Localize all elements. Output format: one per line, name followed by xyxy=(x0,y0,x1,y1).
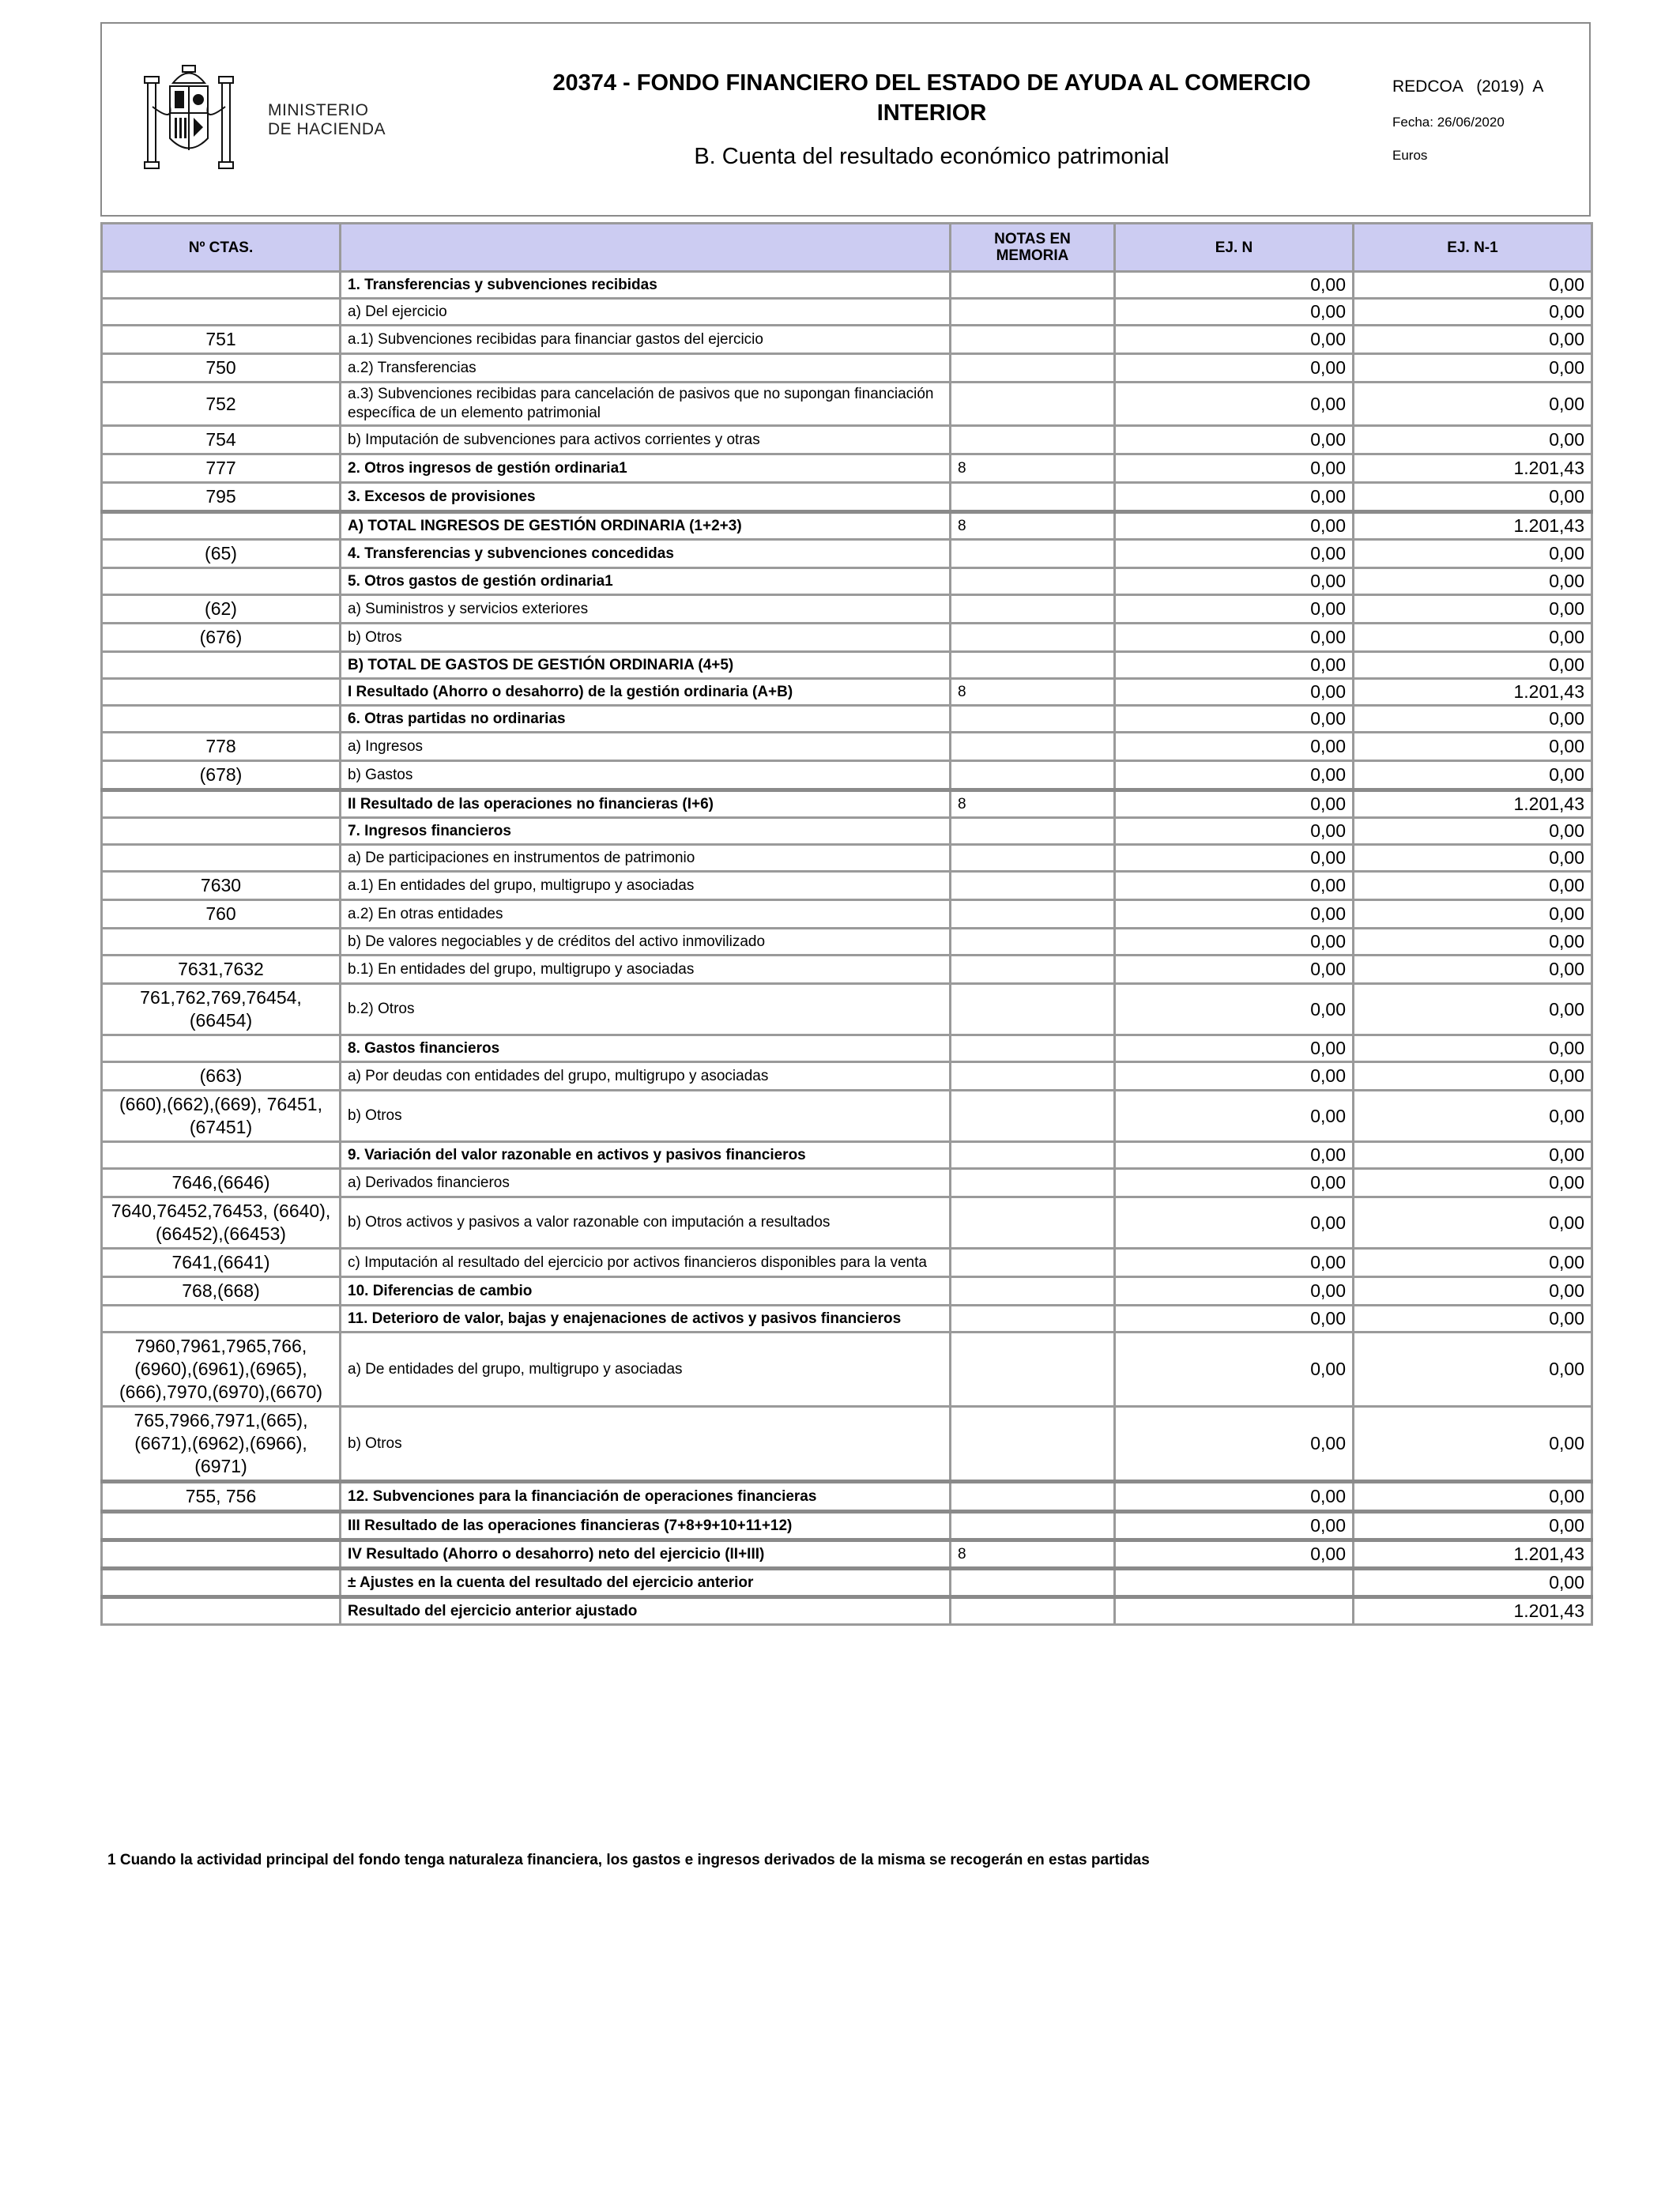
year-n-cell: 0,00 xyxy=(1115,383,1354,426)
account-cell: 761,762,769,76454, (66454) xyxy=(102,984,341,1035)
notes-cell: 8 xyxy=(951,1540,1115,1569)
year-n-cell: 0,00 xyxy=(1115,326,1354,354)
notes-cell xyxy=(951,383,1115,426)
title-line-2: INTERIOR xyxy=(876,100,987,126)
year-n-1-cell: 0,00 xyxy=(1354,1062,1592,1091)
year-n-1-cell: 1.201,43 xyxy=(1354,679,1592,706)
year-n-cell: 0,00 xyxy=(1115,1482,1354,1512)
table-row xyxy=(102,872,1592,900)
year-n-cell: 0,00 xyxy=(1115,1091,1354,1142)
account-cell xyxy=(102,1540,341,1569)
table-row xyxy=(102,1062,1592,1091)
table-row xyxy=(102,1169,1592,1197)
table-row xyxy=(102,568,1592,595)
year-n-cell: 0,00 xyxy=(1115,733,1354,761)
year-n-cell: 0,00 xyxy=(1115,568,1354,595)
year-n-cell: 0,00 xyxy=(1115,929,1354,956)
account-cell: 795 xyxy=(102,483,341,512)
description-cell: 9. Variación del valor razonable en activos y pasivos financieros xyxy=(341,1142,951,1169)
year-n-cell xyxy=(1115,1597,1354,1625)
description-cell: 11. Deterioro de valor, bajas y enajenaciones de activos y pasivos financieros xyxy=(341,1306,951,1333)
column-header-description xyxy=(341,224,951,272)
year-n-1-cell: 0,00 xyxy=(1354,540,1592,568)
year-n-cell xyxy=(1115,1569,1354,1597)
year-n-cell: 0,00 xyxy=(1115,1197,1354,1249)
table-row xyxy=(102,845,1592,872)
coat-of-arms-logo xyxy=(141,59,236,178)
table-row xyxy=(102,1197,1592,1249)
year-n-1-cell: 0,00 xyxy=(1354,299,1592,326)
account-cell xyxy=(102,818,341,845)
year-n-cell: 0,00 xyxy=(1115,1407,1354,1482)
year-n-1-cell: 0,00 xyxy=(1354,1277,1592,1306)
notes-cell xyxy=(951,984,1115,1035)
column-header-year-n-1: EJ. N-1 xyxy=(1354,224,1592,272)
column-header-accounts: Nº CTAS. xyxy=(102,224,341,272)
year-n-1-cell: 0,00 xyxy=(1354,652,1592,679)
notes-cell xyxy=(951,1035,1115,1062)
table-row xyxy=(102,900,1592,929)
notes-cell xyxy=(951,1482,1115,1512)
year-n-cell: 0,00 xyxy=(1115,1333,1354,1407)
table-row xyxy=(102,483,1592,512)
description-cell: 1. Transferencias y subvenciones recibidas xyxy=(341,272,951,299)
table-row xyxy=(102,1540,1592,1569)
year-n-1-cell: 0,00 xyxy=(1354,1197,1592,1249)
year-n-cell: 0,00 xyxy=(1115,706,1354,733)
table-row xyxy=(102,326,1592,354)
account-cell: 7640,76452,76453, (6640),(66452),(66453) xyxy=(102,1197,341,1249)
description-cell: a) Por deudas con entidades del grupo, multigrupo y asociadas xyxy=(341,1062,951,1091)
year-n-cell: 0,00 xyxy=(1115,1540,1354,1569)
year-n-1-cell: 0,00 xyxy=(1354,1306,1592,1333)
account-cell: (663) xyxy=(102,1062,341,1091)
table-row xyxy=(102,929,1592,956)
notes-cell xyxy=(951,845,1115,872)
year-n-cell: 0,00 xyxy=(1115,652,1354,679)
account-cell: 7631,7632 xyxy=(102,956,341,984)
table-row xyxy=(102,595,1592,624)
notes-cell xyxy=(951,761,1115,790)
account-cell xyxy=(102,272,341,299)
description-cell: c) Imputación al resultado del ejercicio por activos financieros disponibles para la venta xyxy=(341,1249,951,1277)
description-cell: a) Ingresos xyxy=(341,733,951,761)
description-cell: b.2) Otros xyxy=(341,984,951,1035)
account-cell: 777 xyxy=(102,454,341,483)
account-cell: 750 xyxy=(102,354,341,383)
description-cell: I Resultado (Ahorro o desahorro) de la gestión ordinaria (A+B) xyxy=(341,679,951,706)
year-n-cell: 0,00 xyxy=(1115,483,1354,512)
year-n-1-cell: 0,00 xyxy=(1354,354,1592,383)
description-cell: b) De valores negociables y de créditos del activo inmovilizado xyxy=(341,929,951,956)
notes-cell xyxy=(951,1306,1115,1333)
report-date: Fecha: 26/06/2020 xyxy=(1392,115,1505,130)
year-n-1-cell: 1.201,43 xyxy=(1354,1597,1592,1625)
year-n-1-cell: 0,00 xyxy=(1354,733,1592,761)
year-n-1-cell: 1.201,43 xyxy=(1354,512,1592,540)
account-cell xyxy=(102,568,341,595)
notes-cell xyxy=(951,1197,1115,1249)
notes-cell xyxy=(951,1249,1115,1277)
ministry-line-1: MINISTERIO xyxy=(268,101,369,119)
notes-cell xyxy=(951,706,1115,733)
ministry-line-2: DE HACIENDA xyxy=(268,120,386,138)
description-cell: b) Otros xyxy=(341,1091,951,1142)
description-cell: 4. Transferencias y subvenciones concedidas xyxy=(341,540,951,568)
year-n-1-cell: 0,00 xyxy=(1354,1569,1592,1597)
table-row xyxy=(102,1597,1592,1625)
notes-cell: 8 xyxy=(951,790,1115,818)
table-row xyxy=(102,383,1592,426)
account-cell: 752 xyxy=(102,383,341,426)
table-row xyxy=(102,1306,1592,1333)
year-n-cell: 0,00 xyxy=(1115,1142,1354,1169)
description-cell: a) Del ejercicio xyxy=(341,299,951,326)
notes-cell: 8 xyxy=(951,454,1115,483)
account-cell xyxy=(102,1142,341,1169)
description-cell: ± Ajustes en la cuenta del resultado del ejercicio anterior xyxy=(341,1569,951,1597)
income-statement-table xyxy=(100,222,1593,1626)
year-n-cell: 0,00 xyxy=(1115,1512,1354,1540)
notes-cell xyxy=(951,1142,1115,1169)
description-cell: B) TOTAL DE GASTOS DE GESTIÓN ORDINARIA (4+5) xyxy=(341,652,951,679)
account-cell xyxy=(102,299,341,326)
description-cell: b) Gastos xyxy=(341,761,951,790)
year-n-cell: 0,00 xyxy=(1115,984,1354,1035)
description-cell: b) Otros activos y pasivos a valor razonable con imputación a resultados xyxy=(341,1197,951,1249)
year-n-cell: 0,00 xyxy=(1115,1169,1354,1197)
year-n-1-cell: 1.201,43 xyxy=(1354,1540,1592,1569)
table-row xyxy=(102,761,1592,790)
table-row xyxy=(102,512,1592,540)
account-cell: (660),(662),(669), 76451,(67451) xyxy=(102,1091,341,1142)
notes-cell xyxy=(951,733,1115,761)
year-n-1-cell: 0,00 xyxy=(1354,1333,1592,1407)
description-cell: a.1) En entidades del grupo, multigrupo y asociadas xyxy=(341,872,951,900)
notes-cell xyxy=(951,1091,1115,1142)
notes-cell xyxy=(951,299,1115,326)
document-header xyxy=(100,22,1591,217)
description-cell: 3. Excesos de provisiones xyxy=(341,483,951,512)
year-n-cell: 0,00 xyxy=(1115,761,1354,790)
year-n-1-cell: 0,00 xyxy=(1354,568,1592,595)
year-n-1-cell: 0,00 xyxy=(1354,1482,1592,1512)
description-cell: III Resultado de las operaciones financieras (7+8+9+10+11+12) xyxy=(341,1512,951,1540)
description-cell: 7. Ingresos financieros xyxy=(341,818,951,845)
notes-cell xyxy=(951,326,1115,354)
notes-cell xyxy=(951,900,1115,929)
description-cell: 10. Diferencias de cambio xyxy=(341,1277,951,1306)
table-row xyxy=(102,1035,1592,1062)
year-n-cell: 0,00 xyxy=(1115,818,1354,845)
table-row xyxy=(102,956,1592,984)
description-cell: A) TOTAL INGRESOS DE GESTIÓN ORDINARIA (1+2+3) xyxy=(341,512,951,540)
year-n-1-cell: 0,00 xyxy=(1354,272,1592,299)
title-line-1: 20374 - FONDO FINANCIERO DEL ESTADO DE AYUDA AL COMERCIO xyxy=(552,70,1311,96)
year-n-1-cell: 0,00 xyxy=(1354,383,1592,426)
column-header-notes: NOTAS EN MEMORIA xyxy=(951,224,1115,272)
table-row xyxy=(102,1569,1592,1597)
account-cell xyxy=(102,652,341,679)
year-n-cell: 0,00 xyxy=(1115,624,1354,652)
description-cell: 5. Otros gastos de gestión ordinaria1 xyxy=(341,568,951,595)
page-subtitle: B. Cuenta del resultado económico patrimonial xyxy=(694,144,1170,169)
year-n-1-cell: 0,00 xyxy=(1354,818,1592,845)
description-cell: 6. Otras partidas no ordinarias xyxy=(341,706,951,733)
ministry-name xyxy=(268,101,386,139)
description-cell: b) Otros xyxy=(341,624,951,652)
year-n-1-cell: 0,00 xyxy=(1354,595,1592,624)
table-row xyxy=(102,1142,1592,1169)
notes-cell xyxy=(951,872,1115,900)
account-cell: 768,(668) xyxy=(102,1277,341,1306)
account-cell xyxy=(102,1597,341,1625)
table-row xyxy=(102,299,1592,326)
table-header-row xyxy=(102,224,1592,272)
year-n-cell: 0,00 xyxy=(1115,299,1354,326)
table-row xyxy=(102,426,1592,454)
year-n-cell: 0,00 xyxy=(1115,1062,1354,1091)
account-cell: 7646,(6646) xyxy=(102,1169,341,1197)
year-n-cell: 0,00 xyxy=(1115,354,1354,383)
year-n-1-cell: 0,00 xyxy=(1354,929,1592,956)
year-n-1-cell: 0,00 xyxy=(1354,706,1592,733)
year-n-cell: 0,00 xyxy=(1115,900,1354,929)
notes-cell xyxy=(951,1062,1115,1091)
account-cell: (678) xyxy=(102,761,341,790)
account-cell: (65) xyxy=(102,540,341,568)
table-row xyxy=(102,679,1592,706)
account-cell xyxy=(102,929,341,956)
account-cell: 760 xyxy=(102,900,341,929)
account-cell: 7641,(6641) xyxy=(102,1249,341,1277)
notes-cell: 8 xyxy=(951,512,1115,540)
table-row xyxy=(102,354,1592,383)
account-cell: 751 xyxy=(102,326,341,354)
description-cell: Resultado del ejercicio anterior ajustado xyxy=(341,1597,951,1625)
notes-cell xyxy=(951,1512,1115,1540)
table-row xyxy=(102,1091,1592,1142)
description-cell: a.3) Subvenciones recibidas para cancelación de pasivos que no supongan financiación específica de un elemento patrimonial xyxy=(341,383,951,426)
year-n-cell: 0,00 xyxy=(1115,540,1354,568)
account-cell: (676) xyxy=(102,624,341,652)
account-cell xyxy=(102,679,341,706)
notes-cell xyxy=(951,1277,1115,1306)
notes-cell xyxy=(951,595,1115,624)
account-cell xyxy=(102,1512,341,1540)
account-cell: (62) xyxy=(102,595,341,624)
year-n-cell: 0,00 xyxy=(1115,512,1354,540)
year-n-cell: 0,00 xyxy=(1115,454,1354,483)
year-n-1-cell: 0,00 xyxy=(1354,1407,1592,1482)
description-cell: II Resultado de las operaciones no financieras (I+6) xyxy=(341,790,951,818)
year-n-cell: 0,00 xyxy=(1115,426,1354,454)
year-n-cell: 0,00 xyxy=(1115,956,1354,984)
year-n-1-cell: 0,00 xyxy=(1354,956,1592,984)
notes-cell xyxy=(951,929,1115,956)
account-cell xyxy=(102,1306,341,1333)
year-n-1-cell: 0,00 xyxy=(1354,1169,1592,1197)
notes-cell xyxy=(951,1169,1115,1197)
year-n-1-cell: 0,00 xyxy=(1354,1249,1592,1277)
account-cell xyxy=(102,1035,341,1062)
year-n-cell: 0,00 xyxy=(1115,790,1354,818)
table-row xyxy=(102,1512,1592,1540)
table-row xyxy=(102,984,1592,1035)
description-cell: a) Derivados financieros xyxy=(341,1169,951,1197)
table-row xyxy=(102,1277,1592,1306)
year-n-1-cell: 0,00 xyxy=(1354,984,1592,1035)
description-cell: b) Otros xyxy=(341,1407,951,1482)
year-n-cell: 0,00 xyxy=(1115,1306,1354,1333)
year-n-1-cell: 1.201,43 xyxy=(1354,454,1592,483)
table-row xyxy=(102,706,1592,733)
table-row xyxy=(102,540,1592,568)
year-n-1-cell: 0,00 xyxy=(1354,426,1592,454)
notes-cell xyxy=(951,568,1115,595)
notes-cell xyxy=(951,1569,1115,1597)
table-row xyxy=(102,818,1592,845)
year-n-1-cell: 0,00 xyxy=(1354,326,1592,354)
table-row xyxy=(102,1407,1592,1482)
year-n-1-cell: 0,00 xyxy=(1354,1512,1592,1540)
notes-cell xyxy=(951,1333,1115,1407)
year-n-1-cell: 0,00 xyxy=(1354,1091,1592,1142)
column-header-year-n: EJ. N xyxy=(1115,224,1354,272)
notes-cell xyxy=(951,540,1115,568)
table-row xyxy=(102,1333,1592,1407)
description-cell: b) Imputación de subvenciones para activos corrientes y otras xyxy=(341,426,951,454)
table-row xyxy=(102,624,1592,652)
notes-cell xyxy=(951,956,1115,984)
notes-cell xyxy=(951,272,1115,299)
description-cell: 12. Subvenciones para la financiación de operaciones financieras xyxy=(341,1482,951,1512)
notes-cell xyxy=(951,624,1115,652)
description-cell: a) De entidades del grupo, multigrupo y asociadas xyxy=(341,1333,951,1407)
table-row xyxy=(102,1482,1592,1512)
table-row xyxy=(102,733,1592,761)
description-cell: IV Resultado (Ahorro o desahorro) neto del ejercicio (II+III) xyxy=(341,1540,951,1569)
description-cell: a) Suministros y servicios exteriores xyxy=(341,595,951,624)
notes-cell: 8 xyxy=(951,679,1115,706)
account-cell: 7960,7961,7965,766, (6960),(6961),(6965), (666),7970,(6970),(6670) xyxy=(102,1333,341,1407)
year-n-1-cell: 0,00 xyxy=(1354,1142,1592,1169)
description-cell: 8. Gastos financieros xyxy=(341,1035,951,1062)
report-units: Euros xyxy=(1392,148,1428,163)
year-n-cell: 0,00 xyxy=(1115,595,1354,624)
description-cell: 2. Otros ingresos de gestión ordinaria1 xyxy=(341,454,951,483)
notes-cell xyxy=(951,818,1115,845)
description-cell: a) De participaciones en instrumentos de patrimonio xyxy=(341,845,951,872)
description-cell: a.1) Subvenciones recibidas para financiar gastos del ejercicio xyxy=(341,326,951,354)
year-n-1-cell: 0,00 xyxy=(1354,1035,1592,1062)
year-n-cell: 0,00 xyxy=(1115,1249,1354,1277)
table-row xyxy=(102,454,1592,483)
description-cell: a.2) En otras entidades xyxy=(341,900,951,929)
footnote: 1 Cuando la actividad principal del fondo tenga naturaleza financiera, los gastos e ingresos derivados de la misma se recogerán en estas partidas xyxy=(107,1852,1150,1868)
notes-cell xyxy=(951,1597,1115,1625)
year-n-cell: 0,00 xyxy=(1115,1035,1354,1062)
notes-cell xyxy=(951,354,1115,383)
table-row xyxy=(102,1249,1592,1277)
account-cell xyxy=(102,790,341,818)
year-n-cell: 0,00 xyxy=(1115,872,1354,900)
notes-cell xyxy=(951,652,1115,679)
year-n-1-cell: 1.201,43 xyxy=(1354,790,1592,818)
account-cell xyxy=(102,706,341,733)
account-cell: 765,7966,7971,(665), (6671),(6962),(6966), (6971) xyxy=(102,1407,341,1482)
report-code: REDCOA (2019) A xyxy=(1392,77,1544,96)
description-cell: b.1) En entidades del grupo, multigrupo y asociadas xyxy=(341,956,951,984)
account-cell xyxy=(102,1569,341,1597)
table-row xyxy=(102,272,1592,299)
year-n-1-cell: 0,00 xyxy=(1354,845,1592,872)
description-cell: a.2) Transferencias xyxy=(341,354,951,383)
notes-cell xyxy=(951,483,1115,512)
year-n-1-cell: 0,00 xyxy=(1354,624,1592,652)
year-n-1-cell: 0,00 xyxy=(1354,483,1592,512)
table-row xyxy=(102,652,1592,679)
page-title xyxy=(521,68,1343,128)
notes-cell xyxy=(951,1407,1115,1482)
year-n-cell: 0,00 xyxy=(1115,1277,1354,1306)
year-n-1-cell: 0,00 xyxy=(1354,761,1592,790)
account-cell: 778 xyxy=(102,733,341,761)
account-cell: 755, 756 xyxy=(102,1482,341,1512)
account-cell xyxy=(102,845,341,872)
year-n-cell: 0,00 xyxy=(1115,679,1354,706)
table-row xyxy=(102,790,1592,818)
year-n-1-cell: 0,00 xyxy=(1354,900,1592,929)
year-n-cell: 0,00 xyxy=(1115,845,1354,872)
account-cell: 754 xyxy=(102,426,341,454)
year-n-1-cell: 0,00 xyxy=(1354,872,1592,900)
notes-cell xyxy=(951,426,1115,454)
year-n-cell: 0,00 xyxy=(1115,272,1354,299)
account-cell: 7630 xyxy=(102,872,341,900)
account-cell xyxy=(102,512,341,540)
